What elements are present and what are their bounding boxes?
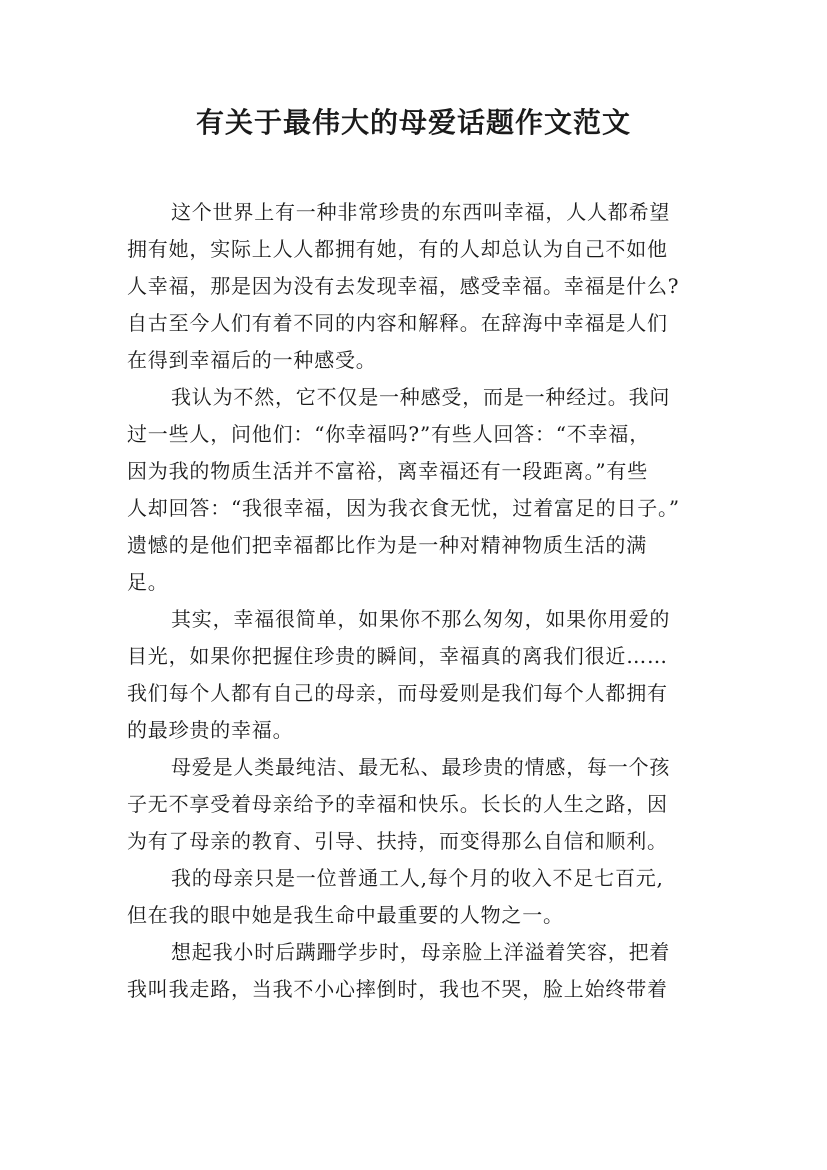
text-line: 人幸福，那是因为没有去发现幸福，感受幸福。幸福是什么?	[127, 274, 680, 298]
text-line: 因为我的物质生活并不富裕，离幸福还有一段距离。”有些	[127, 459, 649, 483]
text-line: 我们每个人都有自己的母亲，而母爱则是我们每个人都拥有	[127, 681, 668, 705]
text-line: 足。	[127, 570, 169, 594]
text-line: 过一些人，问他们：“你幸福吗?”有些人回答：“不幸福，	[127, 422, 650, 446]
text-line: 在得到幸福后的一种感受。	[127, 348, 377, 372]
text-line: 我叫我走路，当我不小心摔倒时，我也不哭，脸上始终带着	[127, 977, 668, 1001]
text-line: 拥有她，实际上人人都拥有她，有的人却总认为自己不如他	[127, 237, 668, 261]
text-line: 为有了母亲的教育、引导、扶持，而变得那么自信和顺利。	[127, 829, 668, 853]
text-line: 人却回答：“我很幸福，因为我衣食无忧，过着富足的日子。”	[127, 496, 680, 520]
document-title: 有关于最伟大的母爱话题作文范文	[195, 106, 631, 139]
text-line: 子无不享受着母亲给予的幸福和快乐。长长的人生之路，因	[127, 792, 668, 816]
document-body	[127, 194, 707, 1008]
text-line: 目光，如果你把握住珍贵的瞬间，幸福真的离我们很近……	[127, 644, 668, 668]
paragraph-first-line: 其实，幸福很简单，如果你不那么匆匆，如果你用爱的	[171, 607, 671, 631]
text-line: 遗憾的是他们把幸福都比作为是一种对精神物质生活的满	[127, 533, 647, 557]
paragraph-first-line: 我认为不然，它不仅是一种感受，而是一种经过。我问	[171, 385, 671, 409]
paragraph-first-line: 我的母亲只是一位普通工人,每个月的收入不足七百元,	[171, 866, 664, 890]
paragraph-first-line: 想起我小时后蹒跚学步时，母亲脸上洋溢着笑容，把着	[171, 940, 671, 964]
text-line: 但在我的眼中她是我生命中最重要的人物之一。	[127, 903, 564, 927]
paragraph-first-line: 母爱是人类最纯洁、最无私、最珍贵的情感，每一个孩	[171, 755, 671, 779]
paragraph-first-line: 这个世界上有一种非常珍贵的东西叫幸福，人人都希望	[171, 200, 671, 224]
text-line: 自古至今人们有着不同的内容和解释。在辞海中幸福是人们	[127, 311, 668, 335]
text-line: 的最珍贵的幸福。	[127, 718, 294, 742]
